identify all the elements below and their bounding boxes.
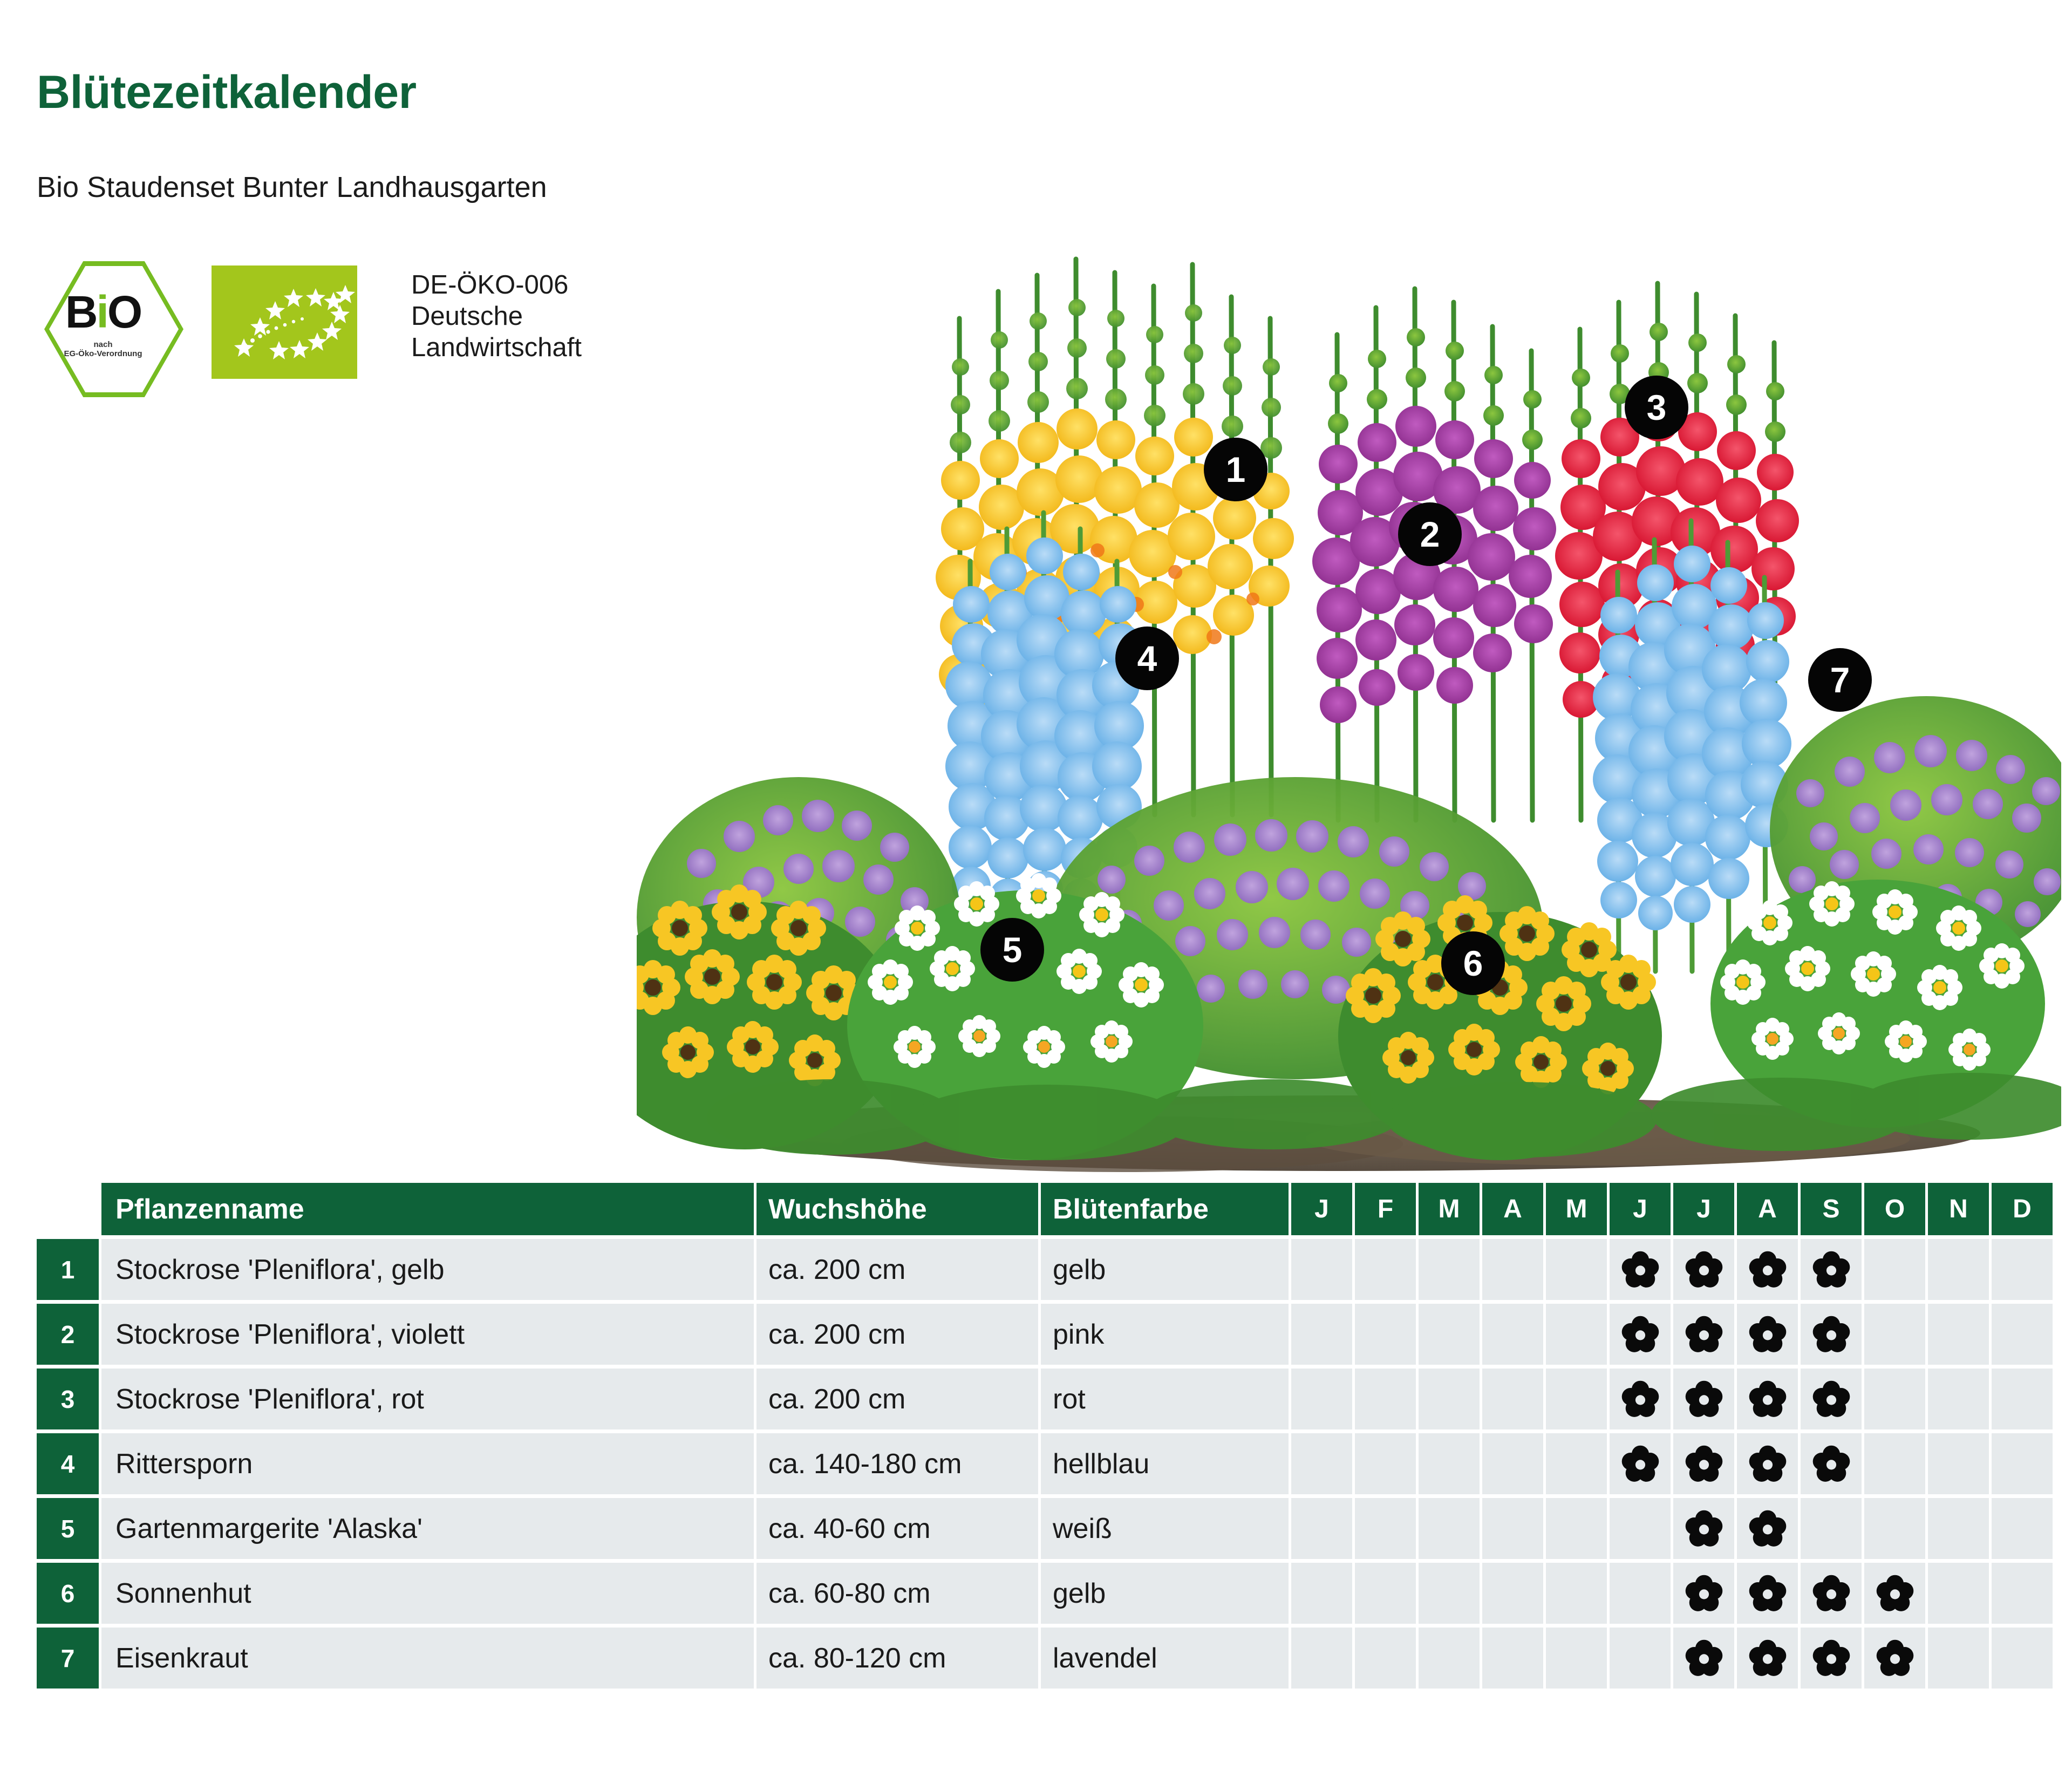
bloom-cell-apr — [1482, 1304, 1543, 1365]
cert-agriculture: Landwirtschaft — [411, 332, 582, 362]
bloom-flower-icon — [1685, 1251, 1723, 1289]
bloom-cell-aug — [1737, 1304, 1798, 1365]
page-title: Blütezeitkalender — [37, 66, 417, 118]
bloom-cell-nov — [1928, 1563, 1989, 1624]
bloom-cell-apr — [1482, 1369, 1543, 1429]
plant-marker-4[interactable]: 4 — [1115, 627, 1179, 690]
cell-plant-name: Stockrose 'Pleniflora', rot — [101, 1369, 754, 1429]
eu-organic-leaf-icon — [212, 265, 357, 379]
bloom-cell-aug — [1737, 1628, 1798, 1689]
header-month-nov: N — [1928, 1183, 1989, 1235]
table-row — [37, 1628, 2033, 1689]
bloom-cell-apr — [1482, 1433, 1543, 1494]
header-month-jun: J — [1610, 1183, 1671, 1235]
bloom-flower-icon — [1812, 1380, 1850, 1418]
bloom-cell-jun — [1610, 1498, 1671, 1559]
cell-plant-name: Rittersporn — [101, 1433, 754, 1494]
cell-bloom-months — [1291, 1304, 2053, 1365]
cell-plant-name: Stockrose 'Pleniflora', gelb — [101, 1239, 754, 1300]
bloom-flower-icon — [1685, 1510, 1723, 1548]
bloom-cell-mar — [1419, 1498, 1480, 1559]
bio-seal-logo — [33, 258, 195, 400]
row-number-badge: 3 — [37, 1369, 99, 1429]
bloom-flower-icon — [1812, 1316, 1850, 1353]
bloom-flower-icon — [1749, 1639, 1787, 1677]
bloom-cell-jan — [1291, 1628, 1352, 1689]
plant-marker-6[interactable]: 6 — [1441, 931, 1505, 995]
cell-growth-height: ca. 60-80 cm — [756, 1563, 1038, 1624]
table-row — [37, 1433, 2033, 1494]
cell-flower-color: hellblau — [1041, 1433, 1289, 1494]
bloom-cell-apr — [1482, 1628, 1543, 1689]
cell-growth-height: ca. 200 cm — [756, 1304, 1038, 1365]
table-row — [37, 1563, 2033, 1624]
table-row — [37, 1498, 2033, 1559]
bio-letter-b: B — [65, 287, 97, 337]
bloom-cell-oct — [1864, 1628, 1925, 1689]
header-cell-plant-name: Pflanzenname — [101, 1183, 754, 1235]
cell-plant-name: Sonnenhut — [101, 1563, 754, 1624]
bloom-cell-aug — [1737, 1563, 1798, 1624]
cell-bloom-months — [1291, 1369, 2053, 1429]
header-month-sep: S — [1801, 1183, 1862, 1235]
cell-flower-color: pink — [1041, 1304, 1289, 1365]
row-number-badge: 2 — [37, 1304, 99, 1365]
cell-growth-height: ca. 200 cm — [756, 1369, 1038, 1429]
cell-bloom-months — [1291, 1498, 2053, 1559]
row-number-badge: 4 — [37, 1433, 99, 1494]
header-month-feb: F — [1355, 1183, 1416, 1235]
bloom-cell-dec — [1992, 1498, 2053, 1559]
bloom-cell-sep — [1801, 1498, 1862, 1559]
bloom-cell-dec — [1992, 1433, 2053, 1494]
bloom-calendar-table — [37, 1183, 2033, 1692]
bloom-cell-may — [1546, 1239, 1607, 1300]
bloom-cell-mar — [1419, 1628, 1480, 1689]
table-row — [37, 1369, 2033, 1429]
bloom-cell-aug — [1737, 1369, 1798, 1429]
bloom-cell-oct — [1864, 1304, 1925, 1365]
bloom-cell-jan — [1291, 1239, 1352, 1300]
cell-bloom-months — [1291, 1628, 2053, 1689]
bio-wordmark — [33, 289, 173, 335]
header-month-jul: J — [1673, 1183, 1734, 1235]
cell-bloom-months — [1291, 1433, 2053, 1494]
bloom-cell-nov — [1928, 1433, 1989, 1494]
bio-letter-i: i — [96, 287, 107, 337]
cell-plant-name: Eisenkraut — [101, 1628, 754, 1689]
bloom-flower-icon — [1685, 1316, 1723, 1353]
bloom-cell-jul — [1673, 1628, 1734, 1689]
bio-seal-subtext — [33, 340, 173, 359]
bloom-flower-icon — [1749, 1445, 1787, 1483]
table-row — [37, 1239, 2033, 1300]
bloom-flower-icon — [1621, 1251, 1659, 1289]
bloom-cell-feb — [1355, 1304, 1416, 1365]
table-header-row — [37, 1183, 2033, 1235]
cell-plant-name: Gartenmargerite 'Alaska' — [101, 1498, 754, 1559]
bloom-flower-icon — [1812, 1639, 1850, 1677]
bloom-flower-icon — [1876, 1639, 1914, 1677]
bloom-cell-mar — [1419, 1433, 1480, 1494]
bloom-cell-jun — [1610, 1369, 1671, 1429]
header-month-may: M — [1546, 1183, 1607, 1235]
bloom-cell-jun — [1610, 1563, 1671, 1624]
plant-marker-5[interactable]: 5 — [980, 918, 1044, 982]
header-cell-number — [37, 1183, 99, 1235]
garden-illustration — [637, 227, 2061, 1176]
bloom-cell-dec — [1992, 1239, 2053, 1300]
header-month-apr: A — [1482, 1183, 1543, 1235]
bloom-cell-nov — [1928, 1369, 1989, 1429]
bloom-cell-aug — [1737, 1433, 1798, 1494]
bloom-cell-dec — [1992, 1304, 2053, 1365]
bloom-cell-nov — [1928, 1304, 1989, 1365]
bloom-cell-nov — [1928, 1498, 1989, 1559]
header-month-dec: D — [1992, 1183, 2053, 1235]
bloom-cell-sep — [1801, 1369, 1862, 1429]
certification-text — [411, 270, 582, 363]
bloom-cell-feb — [1355, 1498, 1416, 1559]
bloom-cell-feb — [1355, 1563, 1416, 1624]
bloom-flower-icon — [1685, 1639, 1723, 1677]
bloom-cell-jul — [1673, 1433, 1734, 1494]
bloom-cell-jan — [1291, 1304, 1352, 1365]
bloom-cell-dec — [1992, 1563, 2053, 1624]
bloom-cell-jul — [1673, 1239, 1734, 1300]
bloom-cell-may — [1546, 1498, 1607, 1559]
page-subtitle: Bio Staudenset Bunter Landhausgarten — [37, 171, 547, 203]
bloom-flower-icon — [1621, 1316, 1659, 1353]
row-number-badge: 6 — [37, 1563, 99, 1624]
header-month-aug: A — [1737, 1183, 1798, 1235]
plant-marker-7[interactable]: 7 — [1808, 648, 1872, 712]
bloom-flower-icon — [1749, 1316, 1787, 1353]
row-number-badge: 7 — [37, 1628, 99, 1689]
table-rows-container — [37, 1239, 2033, 1689]
row-number-badge: 1 — [37, 1239, 99, 1300]
header-cell-height: Wuchshöhe — [756, 1183, 1038, 1235]
bloom-cell-oct — [1864, 1369, 1925, 1429]
bloom-flower-icon — [1876, 1575, 1914, 1612]
cell-flower-color: weiß — [1041, 1498, 1289, 1559]
bloom-cell-oct — [1864, 1239, 1925, 1300]
bloom-cell-sep — [1801, 1433, 1862, 1494]
bloom-cell-apr — [1482, 1563, 1543, 1624]
cert-code: DE-ÖKO-006 — [411, 270, 569, 299]
cell-growth-height: ca. 140-180 cm — [756, 1433, 1038, 1494]
bloom-cell-oct — [1864, 1498, 1925, 1559]
plant-marker-2[interactable]: 2 — [1398, 502, 1462, 566]
bloom-flower-icon — [1621, 1380, 1659, 1418]
bloom-cell-jan — [1291, 1369, 1352, 1429]
header-month-oct: O — [1864, 1183, 1925, 1235]
bloom-cell-jan — [1291, 1433, 1352, 1494]
bloom-cell-jun — [1610, 1239, 1671, 1300]
bloom-cell-feb — [1355, 1433, 1416, 1494]
bloom-cell-jul — [1673, 1304, 1734, 1365]
header-month-jan: J — [1291, 1183, 1352, 1235]
bloom-cell-may — [1546, 1369, 1607, 1429]
header-months — [1291, 1183, 2053, 1235]
bloom-flower-icon — [1812, 1251, 1850, 1289]
cell-flower-color: gelb — [1041, 1563, 1289, 1624]
bloom-cell-jun — [1610, 1304, 1671, 1365]
bloom-cell-mar — [1419, 1304, 1480, 1365]
bloom-cell-mar — [1419, 1239, 1480, 1300]
bio-seal-subtext-line2: EG-Öko-Verordnung — [64, 349, 142, 359]
bloom-cell-dec — [1992, 1628, 2053, 1689]
bloom-flower-icon — [1685, 1380, 1723, 1418]
bloom-cell-mar — [1419, 1369, 1480, 1429]
bloom-cell-nov — [1928, 1628, 1989, 1689]
bloom-cell-sep — [1801, 1628, 1862, 1689]
cert-country: Deutsche — [411, 301, 523, 331]
bloom-flower-icon — [1685, 1445, 1723, 1483]
header-month-mar: M — [1419, 1183, 1480, 1235]
bloom-cell-jun — [1610, 1433, 1671, 1494]
cell-plant-name: Stockrose 'Pleniflora', violett — [101, 1304, 754, 1365]
bloom-flower-icon — [1749, 1510, 1787, 1548]
bloom-cell-feb — [1355, 1239, 1416, 1300]
bloom-cell-sep — [1801, 1239, 1862, 1300]
header-cell-flower-color: Blütenfarbe — [1041, 1183, 1289, 1235]
bloom-cell-jun — [1610, 1628, 1671, 1689]
bloom-flower-icon — [1812, 1575, 1850, 1612]
bio-seal-subtext-line1: nach — [93, 340, 113, 349]
bloom-flower-icon — [1749, 1380, 1787, 1418]
bloom-cell-jul — [1673, 1498, 1734, 1559]
bloom-cell-sep — [1801, 1304, 1862, 1365]
bloom-cell-feb — [1355, 1369, 1416, 1429]
bloom-flower-icon — [1685, 1575, 1723, 1612]
bloom-cell-may — [1546, 1628, 1607, 1689]
cell-flower-color: gelb — [1041, 1239, 1289, 1300]
bloom-cell-feb — [1355, 1628, 1416, 1689]
cell-flower-color: rot — [1041, 1369, 1289, 1429]
bloom-cell-aug — [1737, 1498, 1798, 1559]
bloom-cell-may — [1546, 1563, 1607, 1624]
bloom-flower-icon — [1749, 1251, 1787, 1289]
cell-growth-height: ca. 40-60 cm — [756, 1498, 1038, 1559]
bloom-flower-icon — [1812, 1445, 1850, 1483]
bloom-cell-jul — [1673, 1563, 1734, 1624]
table-row — [37, 1304, 2033, 1365]
cell-bloom-months — [1291, 1563, 2053, 1624]
bloom-cell-may — [1546, 1304, 1607, 1365]
row-number-badge: 5 — [37, 1498, 99, 1559]
bloom-cell-nov — [1928, 1239, 1989, 1300]
bloom-flower-icon — [1621, 1445, 1659, 1483]
bloom-cell-sep — [1801, 1563, 1862, 1624]
bloom-cell-may — [1546, 1433, 1607, 1494]
bloom-cell-mar — [1419, 1563, 1480, 1624]
bio-letter-o: O — [107, 287, 141, 337]
bloom-cell-jan — [1291, 1498, 1352, 1559]
bloom-cell-apr — [1482, 1498, 1543, 1559]
plant-marker-1[interactable]: 1 — [1204, 438, 1267, 501]
bloom-cell-jan — [1291, 1563, 1352, 1624]
cell-flower-color: lavendel — [1041, 1628, 1289, 1689]
cell-growth-height: ca. 80-120 cm — [756, 1628, 1038, 1689]
plant-marker-3[interactable]: 3 — [1625, 376, 1688, 439]
bloom-cell-oct — [1864, 1433, 1925, 1494]
bloom-cell-dec — [1992, 1369, 2053, 1429]
bloom-cell-apr — [1482, 1239, 1543, 1300]
bloom-cell-aug — [1737, 1239, 1798, 1300]
bloom-cell-jul — [1673, 1369, 1734, 1429]
bloom-cell-oct — [1864, 1563, 1925, 1624]
cell-bloom-months — [1291, 1239, 2053, 1300]
bloom-flower-icon — [1749, 1575, 1787, 1612]
cell-growth-height: ca. 200 cm — [756, 1239, 1038, 1300]
